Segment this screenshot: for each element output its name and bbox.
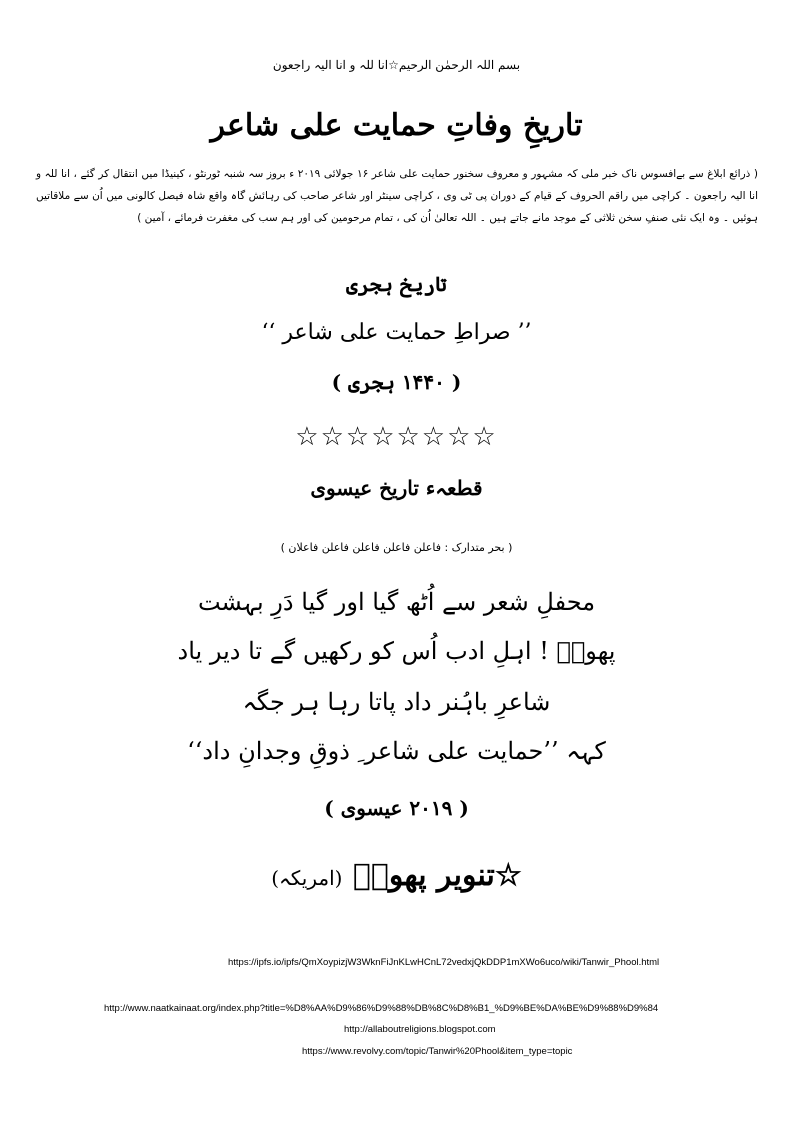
author-place: (امریکہ) — [271, 866, 343, 890]
reference-link-2[interactable]: http://www.naatkainaat.org/index.php?title=%D8%AA%D9%86%D9%88%DB%8C%D8%B1_%D9%BE%DA%BE%D9%88%D9%84 — [104, 1003, 659, 1014]
author-name: تنویر پھولؔ — [352, 858, 495, 893]
gregorian-heading: قطعہء تاریخ عیسوی — [310, 476, 483, 500]
intro-paragraph: ( ذرائع ابلاغ سے بےافسوس ناک خبر ملی کہ مشہور و معروف سخنور حمایت علی شاعر ۱۶ جولائی ۲۰۱۹ ء بروز سہ شنبہ ٹورنٹو ، کینیڈا میں انتقال کر گئے ، انا للہ و انا الیہ راجعون ۔ کراچی میں راقم الحروف کے قیام کے دوران پی ٹی وی ، کراچی سینٹر اور شاعر صاحب کی رہائش گاہ واقع شاہ فیصل کالونی میں اُن سے ملاقاتیں ہوئیں ۔ وہ ایک نئی صنفِ سخن ثلاثی کے موجد مانے جاتے ہیں ۔ اللہ تعالیٰ اُن کی ، تمام مرحومین کی اور ہم سب کی مغفرت فرمائے ، آمین ) — [36, 168, 758, 224]
meter-note: ( بحر متدارک : فاعلن فاعلن فاعلن فاعلن فاعلان ) — [280, 541, 513, 554]
bismillah-line: بسم اللہ الرحمٰن الرحیم☆انا للہ و انا الیہ راجعون — [272, 58, 521, 72]
reference-link-1[interactable]: https://ipfs.io/ipfs/QmXoypizjW3WknFiJnKLwHCnL72vedxjQkDDP1mXWo6uco/wiki/Tanwir_Phool.html — [228, 957, 660, 968]
page-title: تاریخِ وفاتِ حمایت علی شاعر — [210, 108, 583, 143]
star-separator: ☆☆☆☆☆☆☆☆ — [295, 422, 498, 452]
verse-line-4: کہہ ’’حمایت علی شاعر ِ ذوقِ وجدانِ داد‘‘ — [187, 737, 606, 765]
hijri-chronogram: ’’ صراطِ حمایت علی شاعر ‘‘ — [261, 320, 532, 345]
star-icon: ☆ — [494, 858, 522, 893]
author-signature — [0, 858, 793, 893]
hijri-year: ( ۱۴۴۰ ہجری ) — [331, 370, 462, 394]
verse-line-1: محفلِ شعر سے اُٹھ گیا اور گیا دَرِ بہشت — [197, 588, 596, 616]
verse-line-3: شاعرِ باہُنر داد پاتا رہا ہر جگہ — [242, 688, 551, 716]
verse-line-2: پھولؔ ! اہلِ ادب اُس کو رکھیں گے تا دیر یاد — [177, 637, 616, 665]
reference-link-3[interactable]: http://allaboutreligions.blogspot.com — [344, 1024, 496, 1035]
hijri-heading: تاریخ ہجری — [346, 272, 447, 296]
gregorian-year: ( ۲۰۱۹ عیسوی ) — [324, 796, 469, 820]
reference-link-4[interactable]: https://www.revolvy.com/topic/Tanwir%20Phool&item_type=topic — [302, 1046, 573, 1057]
